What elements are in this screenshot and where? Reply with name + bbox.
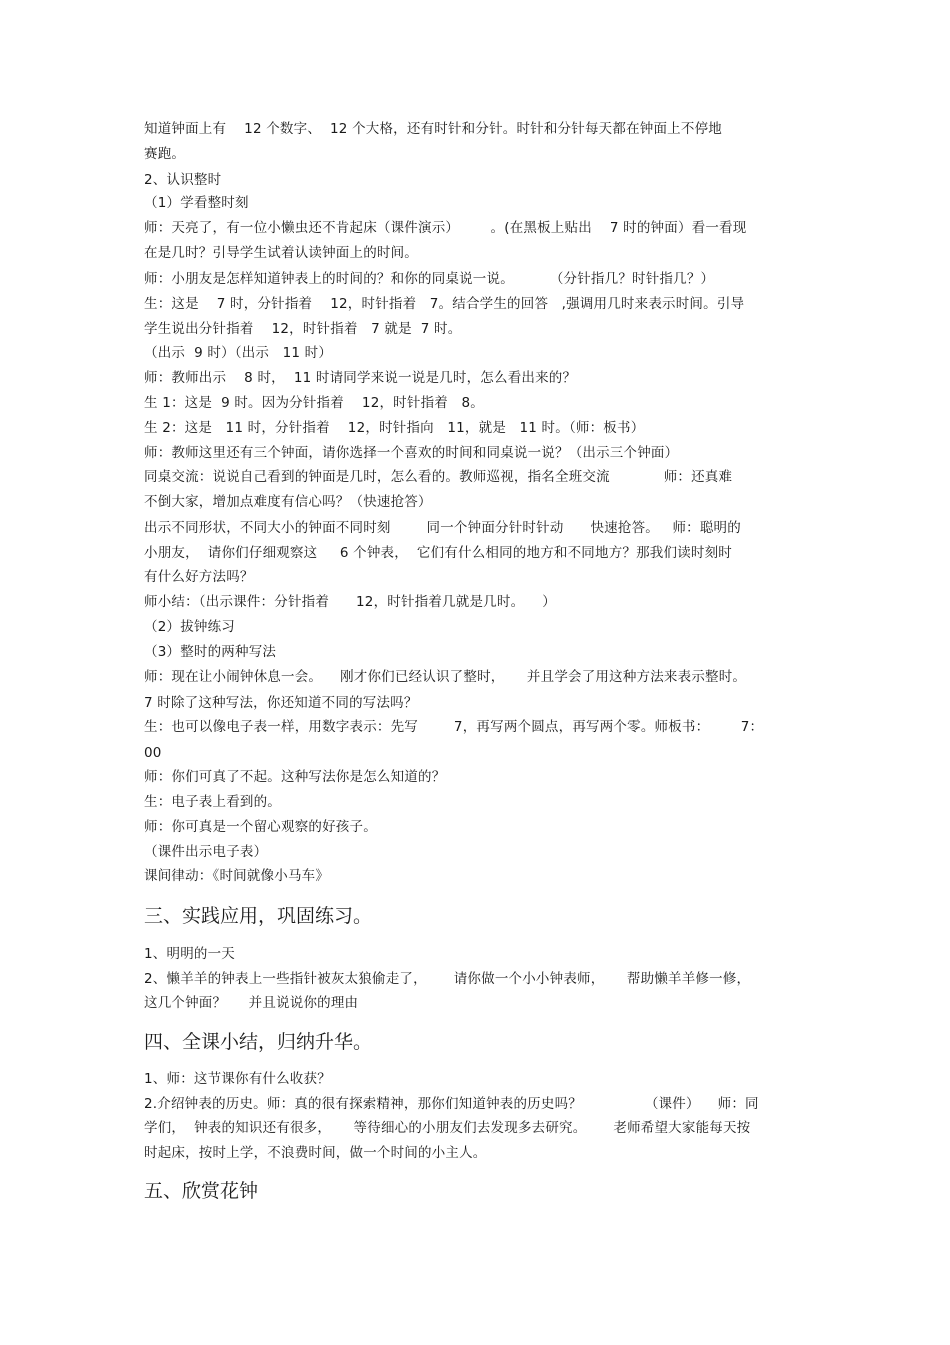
text-line: 赛跑。 <box>144 146 186 162</box>
text-line: 生：这是 7 时，分针指着 12，时针指着 7。结合学生的回答 ,强调用几时来表示时间。引导 <box>144 296 745 312</box>
text-line: （课件出示电子表） <box>144 844 268 860</box>
text-line: 这几个钟面？ 并且说说你的理由 <box>144 995 359 1011</box>
section-heading: 四、全课小结，归纳升华。 <box>144 1031 373 1053</box>
text-line: 在是几时？引导学生试着认读钟面上的时间。 <box>144 245 418 261</box>
text-line: 00 <box>144 745 162 761</box>
text-line: 有什么好方法吗？ <box>144 569 254 585</box>
text-line: 师小结：（出示课件：分针指着 12，时针指着几就是几时。 ） <box>144 594 556 610</box>
text-line: 生 1：这是 9 时。因为分针指着 12，时针指着 8。 <box>144 395 484 411</box>
text-line: 同桌交流：说说自己看到的钟面是几时，怎么看的。教师巡视，指名全班交流 师：还真难 <box>144 469 733 485</box>
text-line: 小朋友， 请你们仔细观察这 6 个钟表， 它们有什么相同的地方和不同地方？那我们读时刻时 <box>144 545 733 561</box>
text-line: 师：现在让小闹钟休息一会。 刚才你们已经认识了整时， 并且学会了用这种方法来表示整时。 <box>144 669 747 685</box>
section-heading: 五、欣赏花钟 <box>144 1180 259 1202</box>
text-line: 师：天亮了，有一位小懒虫还不肯起床（课件演示） 。(在黑板上贴出 7 时的钟面）看一看现 <box>144 220 747 236</box>
section-heading: 三、实践应用，巩固练习。 <box>144 905 373 927</box>
text-line: 2、认识整时 <box>144 172 222 188</box>
text-line: （出示 9 时）（出示 11 时） <box>144 345 333 361</box>
text-line: （2）拔钟练习 <box>144 619 235 635</box>
text-line: 不倒大家，增加点难度有信心吗？（快速抢答） <box>144 494 432 510</box>
text-line: 学们， 钟表的知识还有很多， 等待细心的小朋友们去发现多去研究。 老师希望大家能每天按 <box>144 1120 751 1136</box>
text-line: （3）整时的两种写法 <box>144 644 277 660</box>
text-line: 学生说出分针指着 12，时针指着 7 就是 7 时。 <box>144 321 462 337</box>
text-line: 出示不同形状，不同大小的钟面不同时刻 同一个钟面分针时针动 快速抢答。 师：聪明的 <box>144 520 741 536</box>
text-line: 生：电子表上看到的。 <box>144 794 281 810</box>
text-line: 1、明明的一天 <box>144 946 235 962</box>
text-line: 师：教师出示 8 时， 11 时请同学来说一说是几时，怎么看出来的？ <box>144 370 577 386</box>
text-line: 课间律动：《时间就像小马车》 <box>144 868 330 884</box>
text-line: 师：你可真是一个留心观察的好孩子。 <box>144 819 377 835</box>
text-line: 1、师：这节课你有什么收获？ <box>144 1071 331 1087</box>
text-line: 生：也可以像电子表一样，用数字表示：先写 7，再写两个圆点，再写两个零。师板书： 7： <box>144 719 764 735</box>
text-line: 师：小朋友是怎样知道钟表上的时间的？和你的同桌说一说。 （分针指几？时针指几？） <box>144 271 715 287</box>
text-line: 时起床，按时上学，不浪费时间，做一个时间的小主人。 <box>144 1145 487 1161</box>
text-line: （1）学看整时刻 <box>144 195 249 211</box>
text-line: 知道钟面上有 12 个数字、 12 个大格，还有时针和分针。时针和分针每天都在钟面上不停地 <box>144 121 722 137</box>
text-line: 2、懒羊羊的钟表上一些指针被灰太狼偷走了， 请你做一个小小钟表师， 帮助懒羊羊修一修， <box>144 971 751 987</box>
text-line: 生 2：这是 11 时，分针指着 12，时针指向 11，就是 11 时。（师：板书） <box>144 420 645 436</box>
text-line: 2.介绍钟表的历史。师：真的很有探索精神，那你们知道钟表的历史吗？ （课件） 师：同 <box>144 1096 759 1112</box>
text-line: 7 时除了这种写法，你还知道不同的写法吗？ <box>144 695 418 711</box>
text-line: 师：教师这里还有三个钟面，请你选择一个喜欢的时间和同桌说一说？（出示三个钟面） <box>144 445 679 461</box>
text-line: 师：你们可真了不起。这种写法你是怎么知道的？ <box>144 769 446 785</box>
